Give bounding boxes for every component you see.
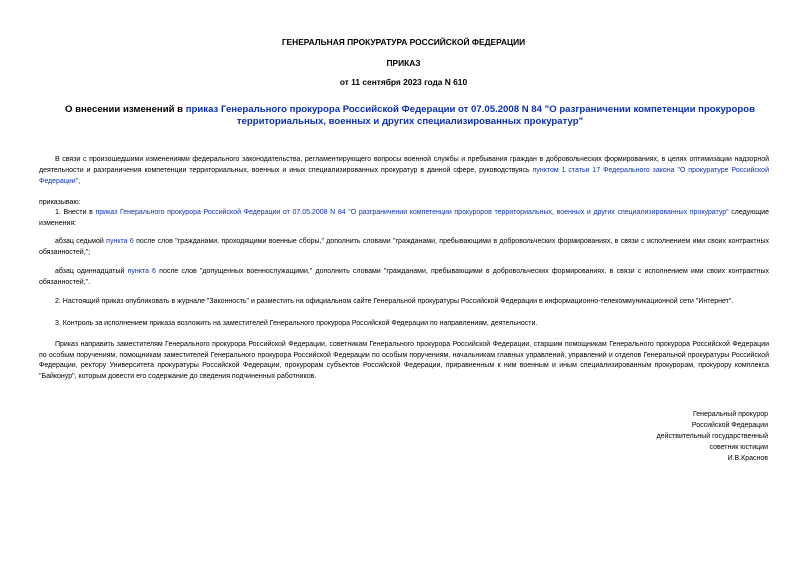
title-prefix: О внесении изменений в	[64, 104, 186, 115]
abz2-text: после слов "допущенных военнослужащими," дополнить словами "гражданами, пребывающими в добровольческих формированиях, в связи с исполнением ими своих контрактных обязанностей,".	[39, 268, 770, 286]
intro-law-link[interactable]: пунктом 1 статьи 17 Федерального закона "О прокуратуре Российской Федерации"	[39, 166, 769, 185]
title-link[interactable]: приказ Генерального прокурора Российской Федерации от 07.05.2008 N 84 "О разграничении компетенции прокуроров территориальных, военных и других специализированных прокуратур"	[185, 104, 756, 127]
signature-country: Российской Федерации	[691, 422, 768, 429]
signature-rank-2: советник юстиции	[709, 444, 768, 451]
signature-block	[608, 409, 768, 464]
intro-text: В связи с произошедшими изменениями федерального законодательства, регламентирующего вопросы военной службы и пребывания граждан в добровольческих формированиях, в целях оптимизации надзорной деятельности и разграничения компетенции территориальных, военных и иных специализированных прокуратур в данной сфере, руководствуясь	[39, 156, 769, 174]
document-title	[30, 104, 790, 128]
abz1-prefix: абзац седьмой	[55, 238, 107, 245]
doc-type-heading: ПРИКАЗ	[386, 58, 421, 68]
intro-paragraph	[39, 155, 769, 187]
abz2-prefix: абзац одиннадцатый	[55, 268, 128, 275]
item1-end: следующие изменения:	[39, 209, 769, 227]
abz1-paragraph	[39, 237, 769, 259]
item3-paragraph: 3. Контроль за исполнением приказа возложить на заместителей Генерального прокурора Российской Федерации по направлениям, деятельности.	[55, 320, 538, 327]
item1-prefix: 1. Внести в	[55, 209, 96, 216]
date-number-heading: от 11 сентября 2023 года N 610	[339, 77, 468, 87]
item1-paragraph	[39, 208, 769, 230]
abz1-text: после слов "гражданами, проходящими военные сборы," дополнить словами "гражданами, пребывающими в добровольческих формированиях, в связи с исполнением ими своих контрактных обязанностей,";	[39, 238, 769, 256]
abz2-paragraph	[39, 267, 769, 289]
abz2-link[interactable]: пункта 6	[127, 268, 156, 275]
distribution-paragraph: Приказ направить заместителям Генерального прокурора Российской Федерации, советникам Генерального прокурора Российской Федерации, старшим помощникам Генерального прокурора Российской Федерации по особым поручениям, помощникам заместителей Генерального прокурора Российской Федерации по особым поручениям, начальникам главных управлений, управлений и отделов Генеральной прокуратуры Российской Федерации, ректору Университета прокуратуры Российской Федерации, прокурорам субъектов Российской Федерации, приравненным к ним военным и иным специализированным прокурорам, прокурору комплекса "Байконур", которым довести его содержание до сведения подчиненных работников.	[39, 341, 769, 380]
abz1-link[interactable]: пункта 6	[106, 238, 134, 245]
signature-rank: действительный государственный	[656, 433, 768, 440]
intro-end: ,	[78, 177, 81, 185]
item2-paragraph: 2. Настоящий приказ опубликовать в журнале "Законность" и разместить на официальном сайте Генеральной прокуратуры Российской Федерации в информационно-телекоммуникационной сети "Интернет".	[55, 298, 734, 305]
agency-heading: ГЕНЕРАЛЬНАЯ ПРОКУРАТУРА РОССИЙСКОЙ ФЕДЕРАЦИИ	[281, 37, 526, 47]
signature-name: И.В.Краснов	[727, 455, 768, 462]
order-word: приказываю:	[39, 199, 81, 206]
item1-link[interactable]: приказ Генерального прокурора Российской Федерации от 07.05.2008 N 84 "О разграничении компетенции прокуроров территориальных, военных и других специализированных прокуратур"	[95, 209, 729, 216]
signature-position: Генеральный прокурор	[692, 411, 768, 418]
